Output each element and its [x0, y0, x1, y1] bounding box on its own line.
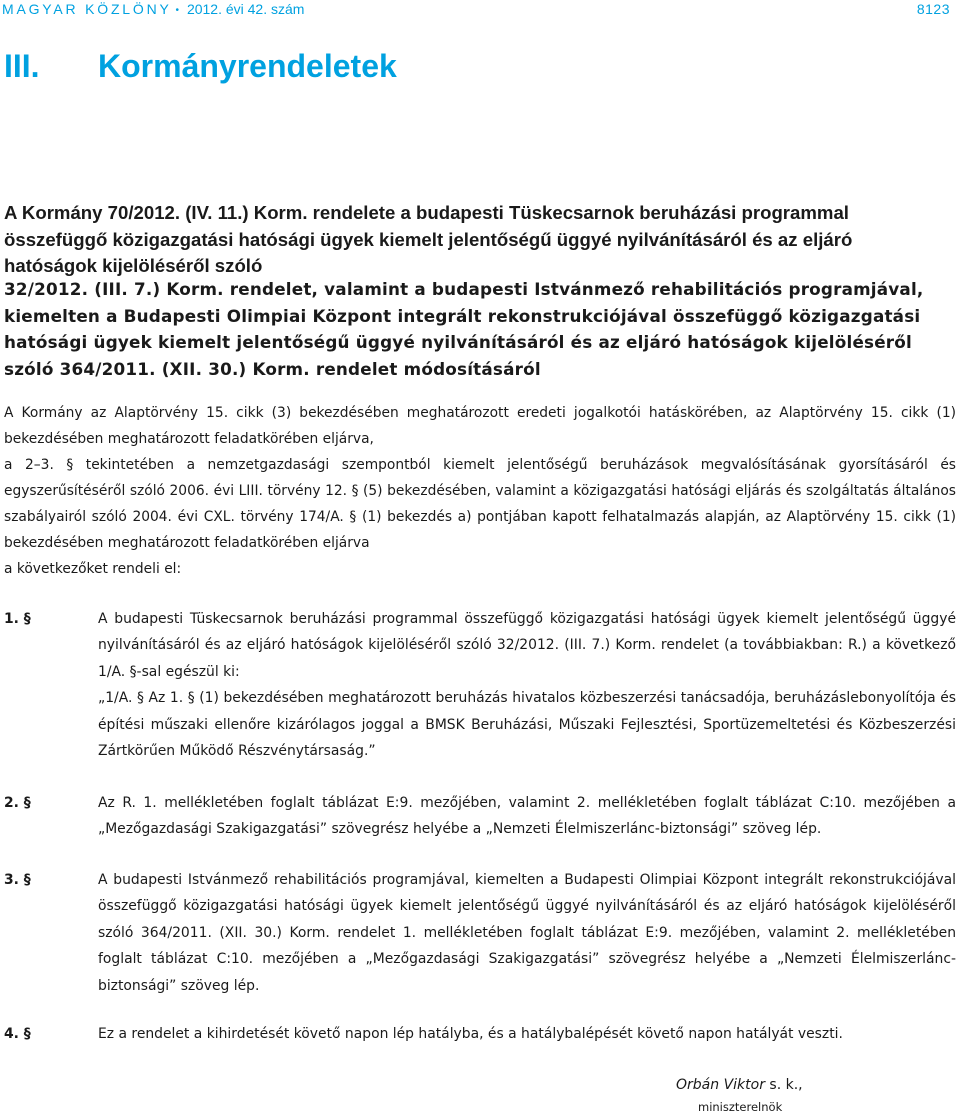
bullet-separator: •: [175, 5, 180, 16]
section-number: 1. §: [4, 611, 31, 627]
signatory-name: Orbán Viktor: [676, 1077, 765, 1093]
signature: [676, 1075, 803, 1095]
signatory-role: miniszterelnök: [698, 1100, 783, 1114]
section-text: Ez a rendelet a kihirdetését követő napon lép hatályba, és a hatálybalépését követő napon hatályát veszti.: [98, 1026, 843, 1042]
issue-label: 2012. évi 42. szám: [186, 1, 305, 17]
gazette-info: [2, 0, 304, 18]
chapter-title: Kormányrendeletek: [98, 48, 397, 84]
decree-subtitle: 32/2012. (III. 7.) Korm. rendelet, valamint a budapesti Istvánmező rehabilitációs programjával, kiemelten a Budapesti Olimpiai Központ integrált rekonstrukciójával összefüggő közigazgatási hatósági ügyek kiemelt jelentőségű üggyé nyilvánításáról és az eljáró hatóságok kijelöléséről szóló 364/2011. (XII. 30.) Korm. rendelet módosításáról: [4, 279, 924, 379]
signature-suffix: s. k.,: [769, 1077, 803, 1093]
gazette-name: MAGYAR KÖZLÖNY: [2, 1, 172, 17]
chapter-number: III.: [4, 48, 40, 84]
chapter-heading: [4, 44, 397, 94]
decree-title: A Kormány 70/2012. (IV. 11.) Korm. rendelete a budapesti Tüskecsarnok beruházási programmal összefüggő közigazgatási hatósági ügyek kiemelt jelentőségű üggyé nyilvánításáról és az eljáró hatóságok kijelöléséről szóló: [4, 202, 853, 276]
preamble-paragraph: a 2–3. § tekintetében a nemzetgazdasági szempontból kiemelt jelentőségű beruházások megvalósításának gyorsításáról és egyszerűsítéséről szóló 2006. évi LIII. törvény 12. § (5) bekezdésében, valamint a közigazgatási hatósági eljárás és szolgáltatás általános szabályairól szóló 2004. évi CXL. törvény 174/A. § (1) bekezdés a) pontjában kapott felhatalmazás alapján, az Alaptörvény 15. cikk (1) bekezdésében meghatározott feladatkörében eljárva: [4, 457, 956, 551]
section-text: A budapesti Istvánmező rehabilitációs programjával, kiemelten a Budapesti Olimpiai Központ integrált rekonstrukciójával összefüggő közigazgatási hatósági ügyek kiemelt jelentőségű üggyé nyilvánításáról és az eljáró hatóságok kijelöléséről szóló 364/2011. (XII. 30.) Korm. rendelet 1. mellékletében foglalt táblázat E:9. mezőjében, valamint 2. mellékletében foglalt táblázat C:10. mezőjében a „Mezőgazdasági Szakigazgatási” szövegrész helyébe a „Nemzeti Élelmiszerlánc-biztonsági” szöveg lép.: [98, 872, 956, 994]
preamble: [4, 400, 956, 582]
preamble-paragraph: a következőket rendeli el:: [4, 561, 182, 577]
page-number: 8123: [916, 1, 950, 17]
section-2: [4, 790, 956, 843]
section-quote: „1/A. § Az 1. § (1) bekezdésében meghatározott beruházás hivatalos közbeszerzési tanácsadója, beruházáslebonyolítója és építési műszaki ellenőre kizárólagos joggal a BMSK Beruházási, Műszaki Fejlesztési, Sportüzemeltetési és Közbeszerzési Zártkörűen Működő Részvénytársaság.”: [98, 690, 956, 760]
section-4: [4, 1021, 956, 1047]
section-number: 4. §: [4, 1026, 31, 1042]
section-3: [4, 867, 956, 999]
section-text: Az R. 1. mellékletében foglalt táblázat E:9. mezőjében, valamint 2. mellékletében foglalt táblázat C:10. mezőjében a „Mezőgazdasági Szakigazgatási” szövegrész helyébe a „Nemzeti Élelmiszerlánc-biztonsági” szöveg lép.: [98, 795, 956, 838]
preamble-paragraph: A Kormány az Alaptörvény 15. cikk (3) bekezdésében meghatározott eredeti jogalkotói hatáskörében, az Alaptörvény 15. cikk (1) bekezdésében meghatározott feladatkörében eljárva,: [4, 405, 956, 447]
section-number: 3. §: [4, 872, 31, 888]
page-header: [2, 0, 950, 18]
section-number: 2. §: [4, 795, 31, 811]
section-1: [4, 606, 956, 764]
section-text: A budapesti Tüskecsarnok beruházási programmal összefüggő közigazgatási hatósági ügyek kiemelt jelentőségű üggyé nyilvánításáról és az eljáró hatóságok kijelöléséről szóló 32/2012. (III. 7.) Korm. rendelet (a továbbiakban: R.) a következő 1/A. §-sal egészül ki:: [98, 611, 956, 680]
